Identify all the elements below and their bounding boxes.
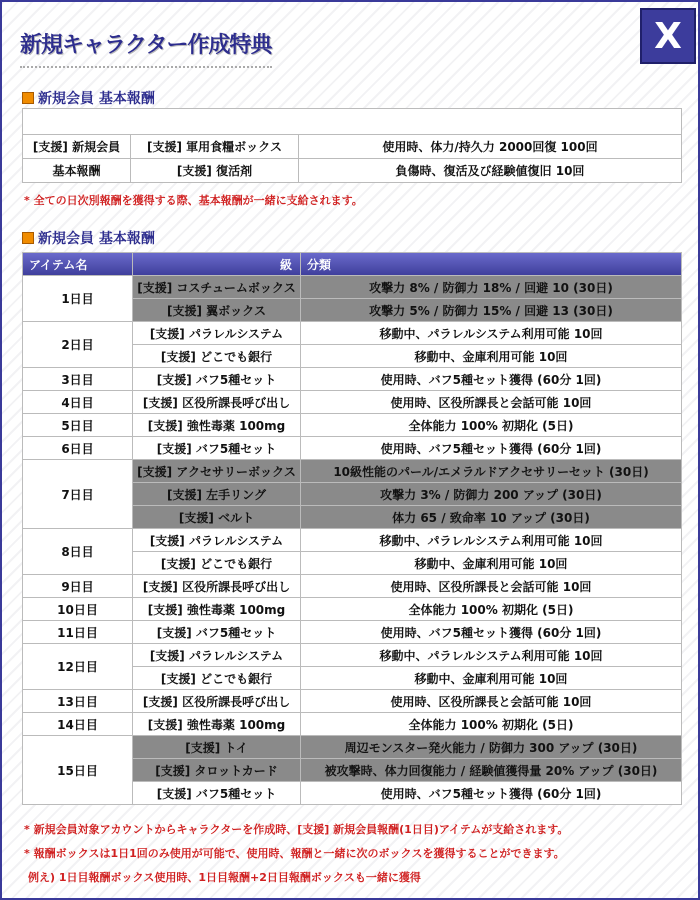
day-label: 4日目 (23, 391, 133, 414)
item-name: [支援] コスチュームボックス (133, 276, 301, 299)
item-desc: 全体能力 100% 初期化 (5日) (301, 414, 682, 437)
item-name: [支援] パラレルシステム (133, 529, 301, 552)
item-desc: 使用時、区役所課長と会話可能 10回 (301, 575, 682, 598)
table-header-bar (23, 109, 682, 135)
item-name: [支援] どこでも銀行 (133, 552, 301, 575)
item-name: [支援] トイ (133, 736, 301, 759)
page-title: 新規キャラクター作成特典 (20, 33, 272, 58)
item-name: [支援] どこでも銀行 (133, 345, 301, 368)
item-name: [支援] バフ5種セット (133, 621, 301, 644)
item-desc: 攻撃力 8% / 防御力 18% / 回避 10 (30日) (301, 276, 682, 299)
item-desc: 全体能力 100% 初期化 (5日) (301, 713, 682, 736)
day-label: 2日目 (23, 322, 133, 368)
table-row (23, 621, 682, 644)
item-desc: 移動中、パラレルシステム利用可能 10回 (301, 322, 682, 345)
item-desc: 使用時、バフ5種セット獲得 (60分 1回) (301, 782, 682, 805)
col-header-grade: 級 (133, 253, 301, 276)
row-label: 基本報酬 (23, 159, 131, 183)
close-button[interactable] (640, 8, 696, 64)
day-label: 12日目 (23, 644, 133, 690)
item-name: [支援] タロットカード (133, 759, 301, 782)
item-desc: 体力 65 / 致命率 10 アップ (30日) (301, 506, 682, 529)
item-name: [支援] 強性毒薬 100mg (133, 414, 301, 437)
item-desc: 10級性能のパール/エメラルドアクセサリーセット (30日) (301, 460, 682, 483)
table-row (23, 713, 682, 736)
day-label: 5日目 (23, 414, 133, 437)
item-name: [支援] アクセサリーボックス (133, 460, 301, 483)
item-name: [支援] 強性毒薬 100mg (133, 713, 301, 736)
table-row (23, 276, 682, 299)
row-label: [支援] 新規会員 (23, 135, 131, 159)
table-row (23, 736, 682, 759)
item-desc: 攻撃力 3% / 防御力 200 アップ (30日) (301, 483, 682, 506)
item-desc: 移動中、金庫利用可能 10回 (301, 667, 682, 690)
daily-reward-table (22, 252, 682, 805)
item-desc: 移動中、金庫利用可能 10回 (301, 345, 682, 368)
title-divider (20, 66, 272, 68)
day-label: 1日目 (23, 276, 133, 322)
item-desc: 全体能力 100% 初期化 (5日) (301, 598, 682, 621)
table-row (23, 690, 682, 713)
day-label: 13日目 (23, 690, 133, 713)
item-desc: 負傷時、復活及び経験値復旧 10回 (299, 159, 682, 183)
bullet-square-icon (22, 232, 34, 244)
table-row (23, 575, 682, 598)
table-row (23, 644, 682, 667)
footnote: * 報酬ボックスは1日1回のみ使用が可能で、使用時、報酬と一緒に次のボックスを獲得することができます。 (24, 847, 565, 860)
item-desc: 使用時、バフ5種セット獲得 (60分 1回) (301, 437, 682, 460)
footnote: 例え) 1日目報酬ボックス使用時、1日目報酬+2日目報酬ボックスも一緒に獲得 (28, 871, 421, 884)
item-desc: 使用時、区役所課長と会話可能 10回 (301, 690, 682, 713)
section-heading-daily: 新規会員 基本報酬 (22, 228, 155, 248)
footnote: * 新規会員対象アカウントからキャラクターを作成時、[支援] 新規会員報酬(1日目)アイテムが支給されます。 (24, 823, 569, 836)
item-name: [支援] 強性毒薬 100mg (133, 598, 301, 621)
col-header-category: 分類 (301, 253, 682, 276)
item-name: [支援] 軍用食糧ボックス (131, 135, 299, 159)
item-desc: 周辺モンスター発火能力 / 防御力 300 アップ (30日) (301, 736, 682, 759)
item-name: [支援] ベルト (133, 506, 301, 529)
item-name: [支援] 区役所課長呼び出し (133, 575, 301, 598)
day-label: 11日目 (23, 621, 133, 644)
item-name: [支援] パラレルシステム (133, 322, 301, 345)
item-name: [支援] バフ5種セット (133, 368, 301, 391)
item-name: [支援] 復活剤 (131, 159, 299, 183)
table-row (23, 391, 682, 414)
day-label: 14日目 (23, 713, 133, 736)
item-desc: 使用時、バフ5種セット獲得 (60分 1回) (301, 368, 682, 391)
item-desc: 使用時、区役所課長と会話可能 10回 (301, 391, 682, 414)
day-label: 9日目 (23, 575, 133, 598)
item-name: [支援] 区役所課長呼び出し (133, 391, 301, 414)
table-row (23, 414, 682, 437)
day-label: 15日目 (23, 736, 133, 805)
col-header-item: アイテム名 (23, 253, 133, 276)
item-desc: 移動中、パラレルシステム利用可能 10回 (301, 529, 682, 552)
basic-reward-note: * 全ての日次別報酬を獲得する際、基本報酬が一緒に支給されます。 (24, 194, 363, 207)
item-name: [支援] バフ5種セット (133, 782, 301, 805)
item-desc: 使用時、体力/持久力 2000回復 100回 (299, 135, 682, 159)
table-row (23, 368, 682, 391)
item-name: [支援] 区役所課長呼び出し (133, 690, 301, 713)
footnotes (24, 818, 568, 890)
item-name: [支援] バフ5種セット (133, 437, 301, 460)
item-desc: 移動中、金庫利用可能 10回 (301, 552, 682, 575)
day-label: 6日目 (23, 437, 133, 460)
day-label: 7日目 (23, 460, 133, 529)
table-row (23, 460, 682, 483)
basic-reward-table (22, 108, 682, 183)
section-heading-basic: 新規会員 基本報酬 (22, 88, 155, 108)
item-name: [支援] 左手リング (133, 483, 301, 506)
item-desc: 使用時、バフ5種セット獲得 (60分 1回) (301, 621, 682, 644)
day-label: 8日目 (23, 529, 133, 575)
day-label: 10日目 (23, 598, 133, 621)
bullet-square-icon (22, 92, 34, 104)
item-name: [支援] 翼ボックス (133, 299, 301, 322)
day-label: 3日目 (23, 368, 133, 391)
item-desc: 被攻撃時、体力回復能力 / 経験値獲得量 20% アップ (30日) (301, 759, 682, 782)
close-icon: X (654, 15, 682, 57)
table-row (23, 529, 682, 552)
table-row (23, 598, 682, 621)
item-name: [支援] どこでも銀行 (133, 667, 301, 690)
item-desc: 攻撃力 5% / 防御力 15% / 回避 13 (30日) (301, 299, 682, 322)
item-name: [支援] パラレルシステム (133, 644, 301, 667)
table-row (23, 437, 682, 460)
table-header-row (23, 253, 682, 276)
item-desc: 移動中、パラレルシステム利用可能 10回 (301, 644, 682, 667)
table-row (23, 322, 682, 345)
